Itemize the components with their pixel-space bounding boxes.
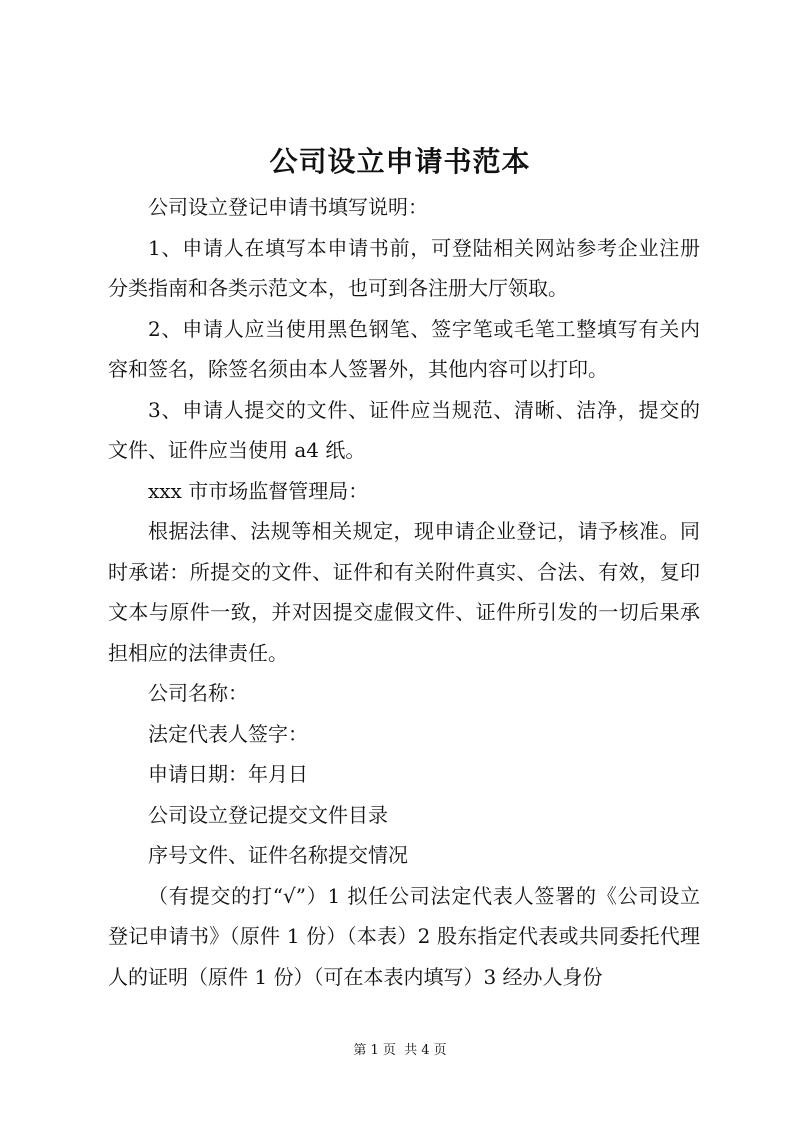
page-total: 共 4 页	[404, 1043, 447, 1058]
application-statement: 根据法律、法规等相关规定，现申请企业登记，请予核准。同时承诺：所提交的文件、证件和有关附件真实、合法、有效，复印文本与原件一致，并对因提交虚假文件、证件所引发的一切后果承担相应的法律责任。	[108, 519, 700, 665]
document-title: 公司设立申请书范本	[269, 145, 531, 178]
document-list-heading: 公司设立登记提交文件目录	[148, 802, 388, 827]
legal-representative-signature-field: 法定代表人签字：	[148, 721, 308, 746]
instruction-item-1: 1、申请人在填写本申请书前，可登陆相关网站参考企业注册分类指南和各类示范文本，也可到各注册大厅领取。	[108, 235, 700, 300]
document-list-columns: 序号文件、证件名称提交情况	[148, 843, 408, 867]
addressee: xxx 市市场监督管理局：	[148, 478, 369, 503]
instructions-heading: 公司设立登记申请书填写说明：	[148, 195, 428, 219]
application-date-field: 申请日期：年月日	[148, 762, 308, 786]
instruction-item-3: 3、申请人提交的文件、证件应当规范、清晰、洁净，提交的文件、证件应当使用 a4 纸。	[108, 397, 700, 462]
company-name-field: 公司名称：	[148, 681, 248, 705]
page-footer	[0, 1042, 800, 1060]
document-body	[108, 187, 700, 997]
document-list-items: （有提交的打“√”）1 拟任公司法定代表人签署的《公司设立登记申请书》（原件 1 份）（本表）2 股东指定代表或共同委托代理人的证明（原件 1 份）（可在本表内填写）3 经办人身份	[108, 883, 700, 989]
instruction-item-2: 2、申请人应当使用黑色钢笔、签字笔或毛笔工整填写有关内容和签名，除签名须由本人签署外，其他内容可以打印。	[108, 316, 700, 381]
page-number: 第 1 页	[353, 1043, 396, 1058]
